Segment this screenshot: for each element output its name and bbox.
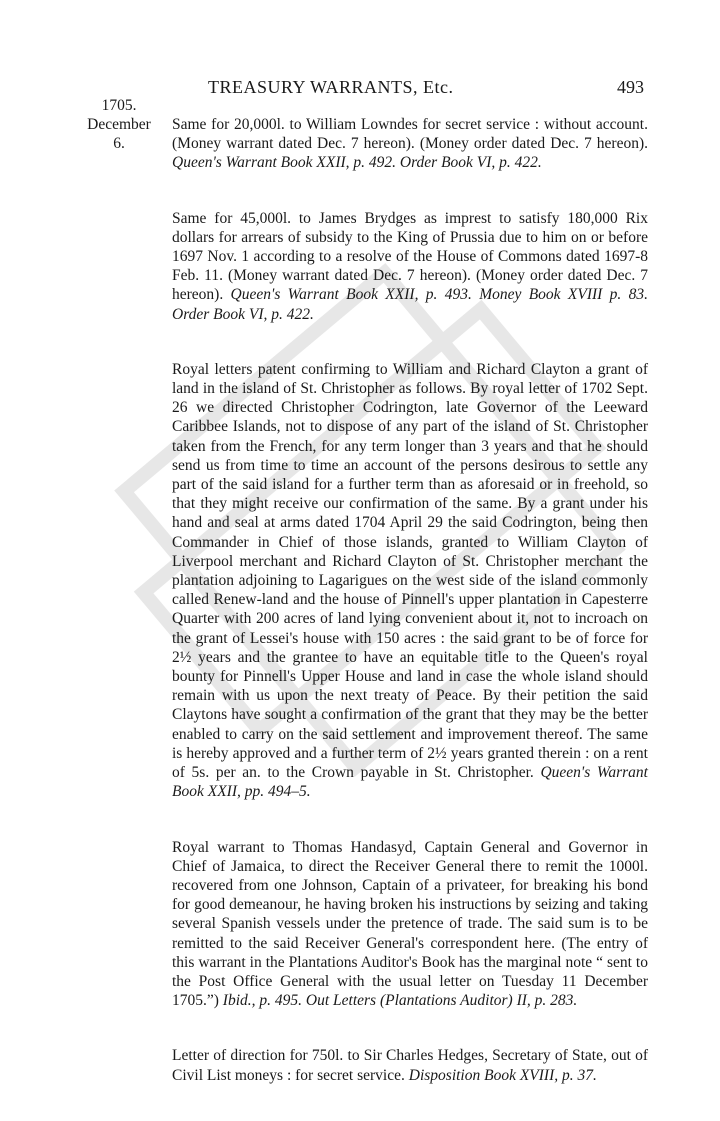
entry-lowndes <box>172 115 648 173</box>
margin-date <box>80 96 158 153</box>
entry-text: Same for 45,000l. to James Brydges as imprest to satisfy 180,000 Rix dollars for arrears of subsidy to the King of Prussia due to him on or before 1697 Nov. 1 according to a resolve of the House of Commons dated 1697-8 Feb. 11. (Money warrant dated Dec. 7 hereon). (Money order dated Dec. 7 hereon). <box>172 209 648 304</box>
margin-year: 1705. <box>101 97 137 114</box>
page-number: 493 <box>617 77 644 97</box>
entry-text: Royal warrant to Thomas Handasyd, Captain General and Governor in Chief of Jamaica, to direct the Receiver General there to remit the 1000l. recovered from one Johnson, Captain of a privateer, for breaking his bond for good demeanour, he having broken his instructions by seizing and taking several Spanish vessels under the pretence of trade. The said sum is to be remitted to the said Receiver General's correspondent here. (The entry of this warrant in the Plantations Auditor's Book has the marginal note “ sent to the Post Office General with the usual letter on Tuesday 11 December 1705.”) <box>172 838 648 1010</box>
entry-references: Queen's Warrant Book XXII, pp. 494–5. <box>172 764 648 801</box>
document-body <box>172 115 648 1121</box>
entry-references: Queen's Warrant Book XXII, p. 493. Money Book XVIII p. 83. Order Book VI, p. 422. <box>172 286 648 323</box>
entry-text: Same for 20,000l. to William Lowndes for secret service : without account. (Money warrant dated Dec. 7 hereon). (Money order dated Dec. 7 hereon). <box>172 116 648 153</box>
entry-text: Royal letters patent confirming to William and Richard Clayton a grant of land in the island of St. Christopher as follows. By royal letter of 1702 Sept. 26 we directed Christopher Codrington, late Governor of the Leeward Caribbee Islands, not to dispose of any part of the island of St. Christopher taken from the French, for any term longer than 3 years and that he should send us from time to time an account of the persons desirous to settle any part of the said island for a further term than as aforesaid or in freehold, so that they might receive our confirmation of the same. By a grant under his hand and seal at arms dated 1704 April 29 the said Codrington, being then Commander in Chief of those islands, granted to William Clayton of Liverpool merchant and Richard Clayton of St. Christopher merchant the plantation adjoining to Lagarigues on the west side of the island commonly called Renew-land and the house of Pinnell's upper plantation in Capesterre Quarter with 200 acres of land lying convenient about it, not to incroach on the grant of Lessei's house with 150 acres : the said grant to be of force for 2½ years and the grantee to have an equitable title to the Queen's royal bounty for Pinnell's Upper House and land in case the whole island should remain with us upon the next treaty of Peace. By their petition the said Claytons have sought a confirmation of the grant that they may be the better enabled to carry on the said settlement and improvement thereof. The same is hereby approved and a further term of 2½ years granted therein : on a rent of 5s. per an. to the Crown payable in St. Christopher. <box>172 360 648 782</box>
entry-references: Queen's Warrant Book XXII, p. 492. Order Book VI, p. 422. <box>172 154 542 172</box>
entry-clayton-patent <box>172 360 648 802</box>
entry-text: Letter of direction for 750l. to Sir Charles Hedges, Secretary of State, out of Civil List moneys : for secret service. <box>172 1047 648 1084</box>
entry-references: Disposition Book XVIII, p. 37. <box>408 1066 597 1084</box>
entry-hedges-letter <box>172 1046 648 1084</box>
running-title: TREASURY WARRANTS, Etc. <box>208 77 454 97</box>
entry-references: Ibid., p. 495. Out Letters (Plantations Auditor) II, p. 283. <box>222 992 578 1010</box>
margin-day: 6. <box>113 135 125 152</box>
margin-month: December <box>87 116 151 133</box>
entry-handasyd-warrant <box>172 838 648 1011</box>
entry-brydges <box>172 209 648 324</box>
